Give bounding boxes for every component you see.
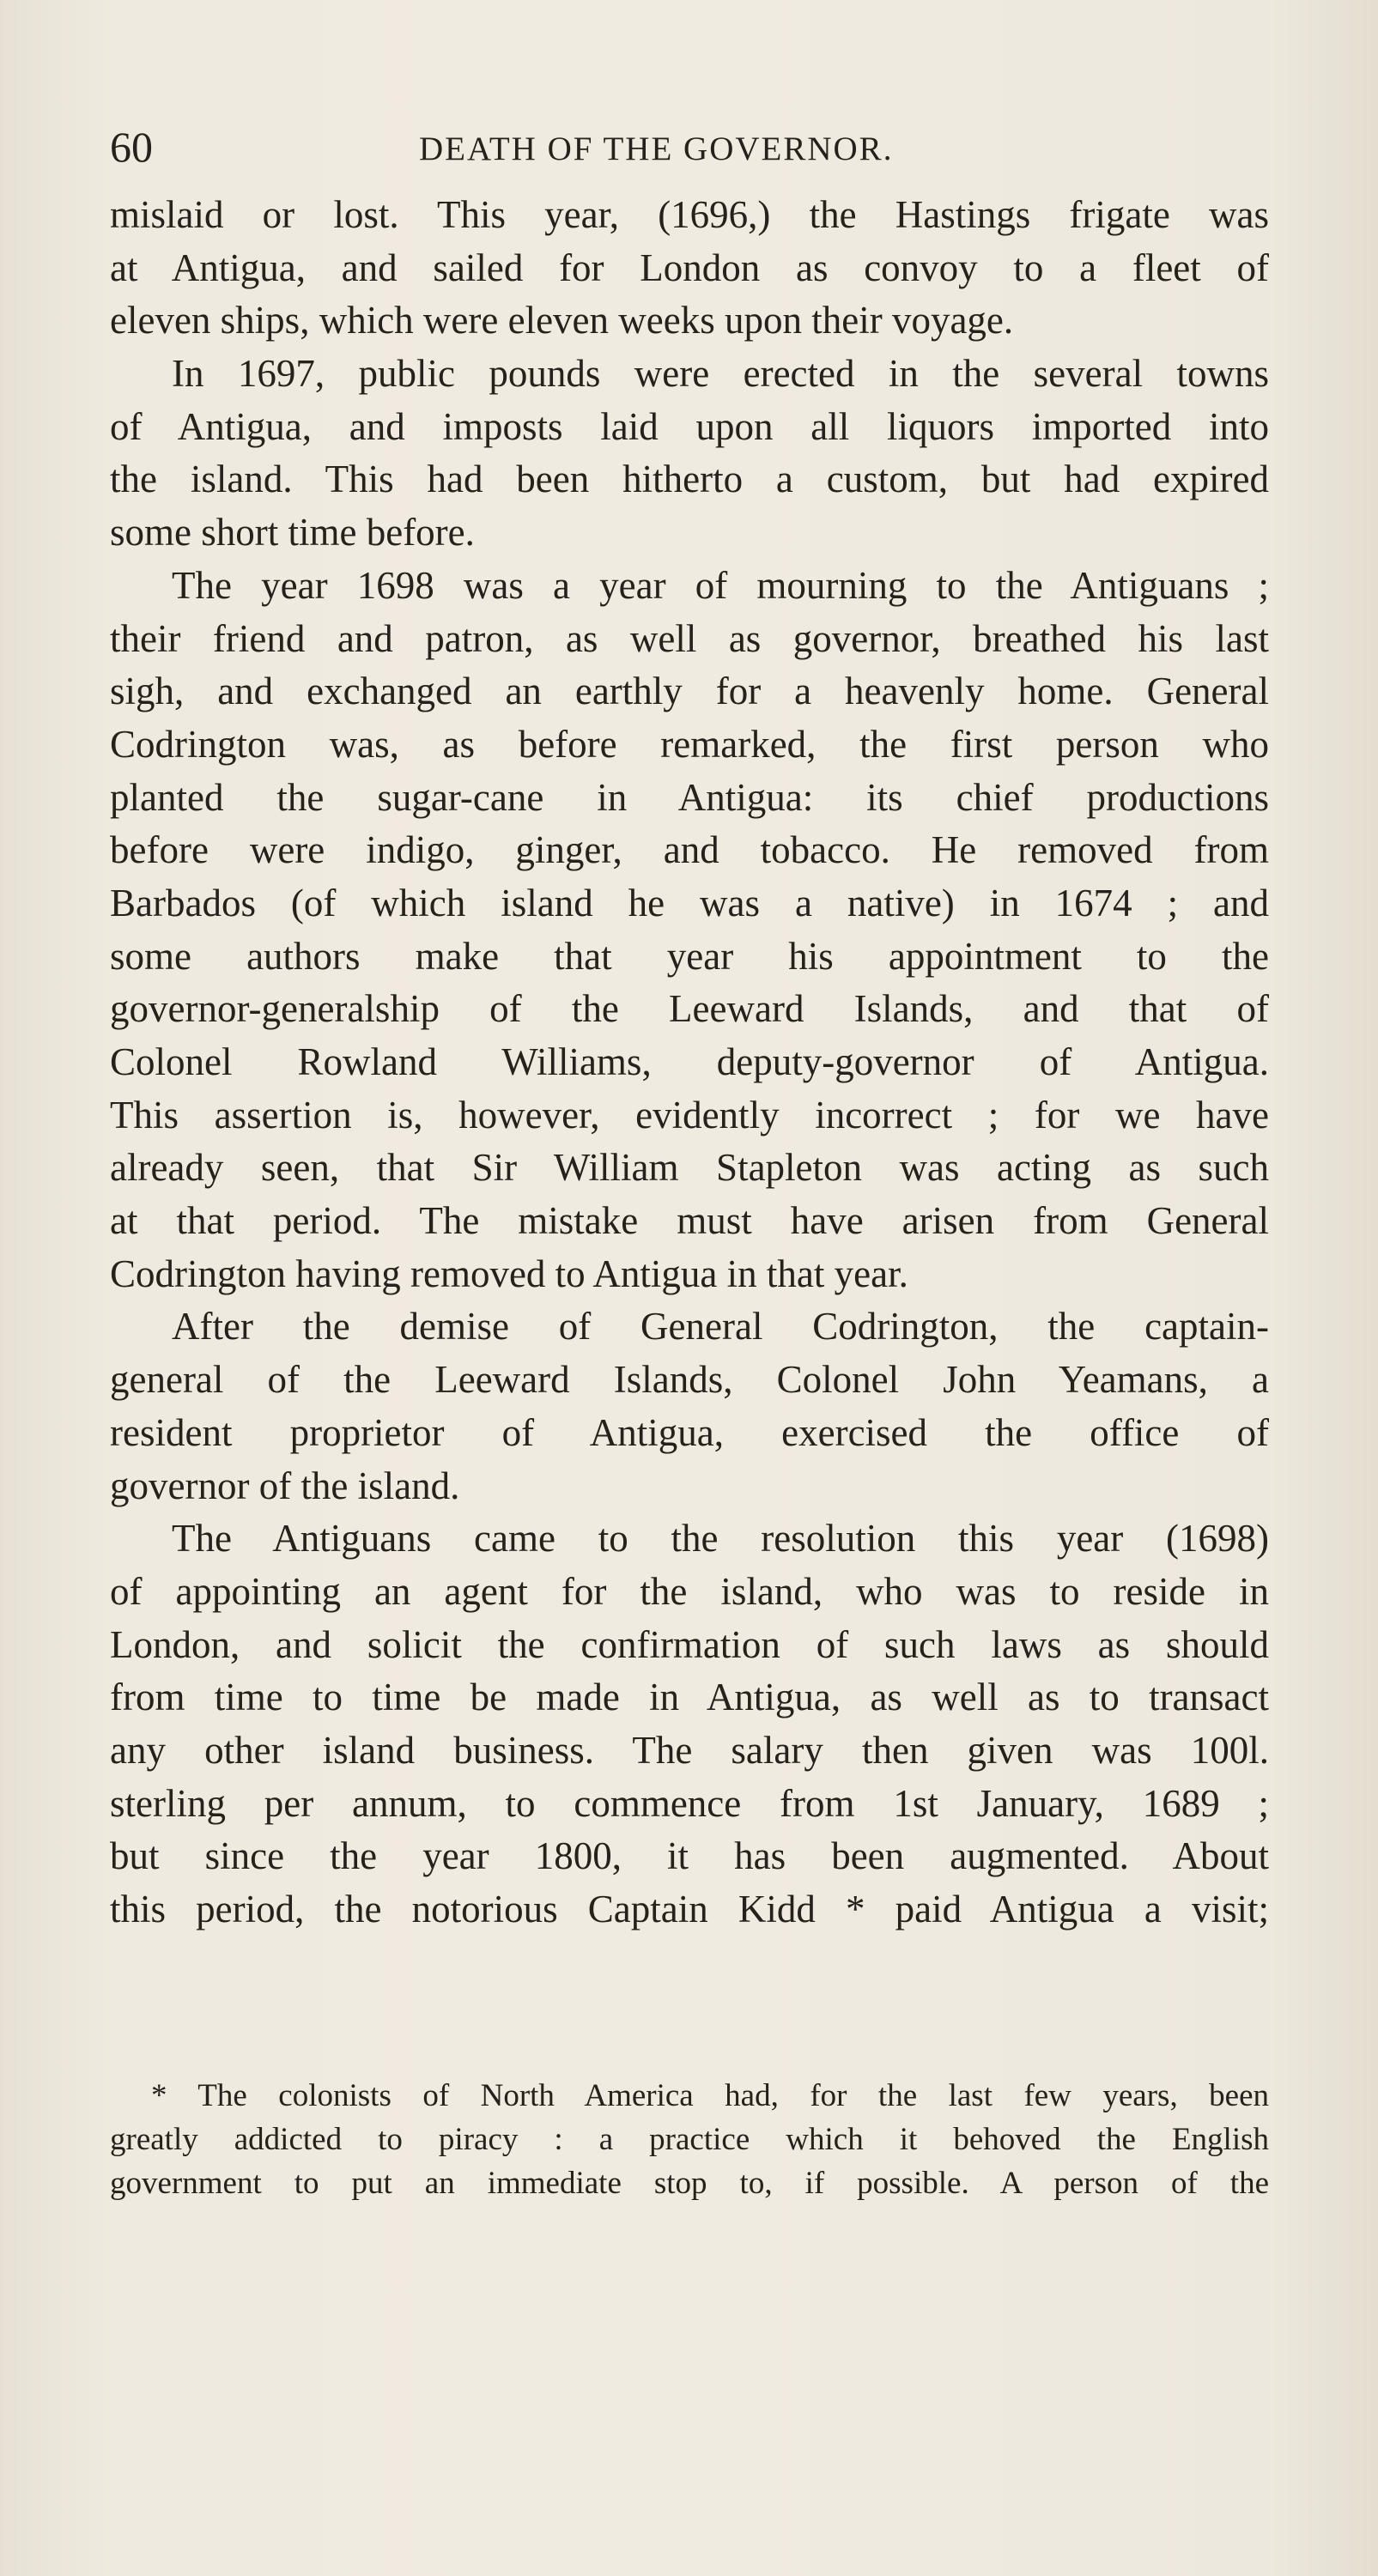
text-line: This assertion is, however, evidently incorrect ; for we have bbox=[110, 1093, 1269, 1136]
page-number: 60 bbox=[110, 123, 153, 171]
text-line: eleven ships, which were eleven weeks upon their voyage. bbox=[110, 299, 1014, 342]
text-line: this period, the notorious Captain Kidd * paid Antigua a visit; bbox=[110, 1888, 1269, 1930]
text-line: The year 1698 was a year of mourning to the Antiguans ; bbox=[172, 563, 1269, 607]
running-title: DEATH OF THE GOVERNOR. bbox=[419, 130, 894, 167]
text-line: London, and solicit the confirmation of such laws as should bbox=[110, 1622, 1269, 1666]
text-line: mislaid or lost. This year, (1696,) the Hastings frigate was bbox=[110, 193, 1269, 236]
text-line: some short time before. bbox=[110, 511, 475, 555]
text-line: governor of the island. bbox=[110, 1464, 460, 1507]
text-line: already seen, that Sir William Stapleton was acting as such bbox=[110, 1146, 1269, 1190]
text-line: their friend and patron, as well as governor, breathed his last bbox=[110, 616, 1269, 660]
text-line: at Antigua, and sailed for London as convoy to a fleet of bbox=[110, 245, 1269, 289]
text-line: sterling per annum, to commence from 1st January, 1689 ; bbox=[110, 1781, 1269, 1825]
footnote-line: greatly addicted to piracy : a practice which it behoved the English bbox=[110, 2122, 1269, 2157]
text-line: Colonel Rowland Williams, deputy-governor of Antigua. bbox=[110, 1040, 1269, 1083]
text-line: resident proprietor of Antigua, exercised the office of bbox=[110, 1410, 1269, 1454]
text-line: of Antigua, and imposts laid upon all liquors imported into bbox=[110, 404, 1269, 448]
body-text bbox=[110, 189, 1269, 1937]
text-line: from time to time be made in Antigua, as well as to transact bbox=[110, 1676, 1269, 1719]
running-head bbox=[110, 117, 1269, 177]
text-line: Barbados (of which island he was a native) in 1674 ; and bbox=[110, 881, 1269, 924]
text-line: before were indigo, ginger, and tobacco. He removed from bbox=[110, 828, 1269, 872]
text-line: any other island business. The salary then given was 100l. bbox=[110, 1728, 1269, 1772]
text-line: After the demise of General Codrington, the captain- bbox=[172, 1305, 1269, 1349]
footnote-line: * The colonists of North America had, for the last few years, been bbox=[151, 2078, 1269, 2113]
footnote bbox=[110, 2074, 1269, 2205]
text-line: at that period. The mistake must have arisen from General bbox=[110, 1199, 1269, 1243]
text-line: the island. This had been hitherto a custom, but had expired bbox=[110, 458, 1269, 501]
text-line: sigh, and exchanged an earthly for a heavenly home. General bbox=[110, 670, 1269, 713]
text-line: The Antiguans came to the resolution this year (1698) bbox=[172, 1517, 1269, 1561]
text-line: but since the year 1800, it has been augmented. About bbox=[110, 1834, 1269, 1878]
footnote-line: government to put an immediate stop to, if possible. A person of the bbox=[110, 2166, 1269, 2201]
text-line: Codrington having removed to Antigua in that year. bbox=[110, 1252, 908, 1295]
text-line: planted the sugar-cane in Antigua: its chief productions bbox=[110, 775, 1269, 819]
text-line: In 1697, public pounds were erected in the several towns bbox=[172, 352, 1269, 396]
text-line: governor-generalship of the Leeward Islands, and that of bbox=[110, 987, 1269, 1031]
text-line: some authors make that year his appointment to the bbox=[110, 934, 1269, 978]
text-line: general of the Leeward Islands, Colonel John Yeamans, a bbox=[110, 1358, 1269, 1402]
text-line: Codrington was, as before remarked, the first person who bbox=[110, 722, 1269, 766]
text-line: of appointing an agent for the island, who was to reside in bbox=[110, 1569, 1269, 1613]
